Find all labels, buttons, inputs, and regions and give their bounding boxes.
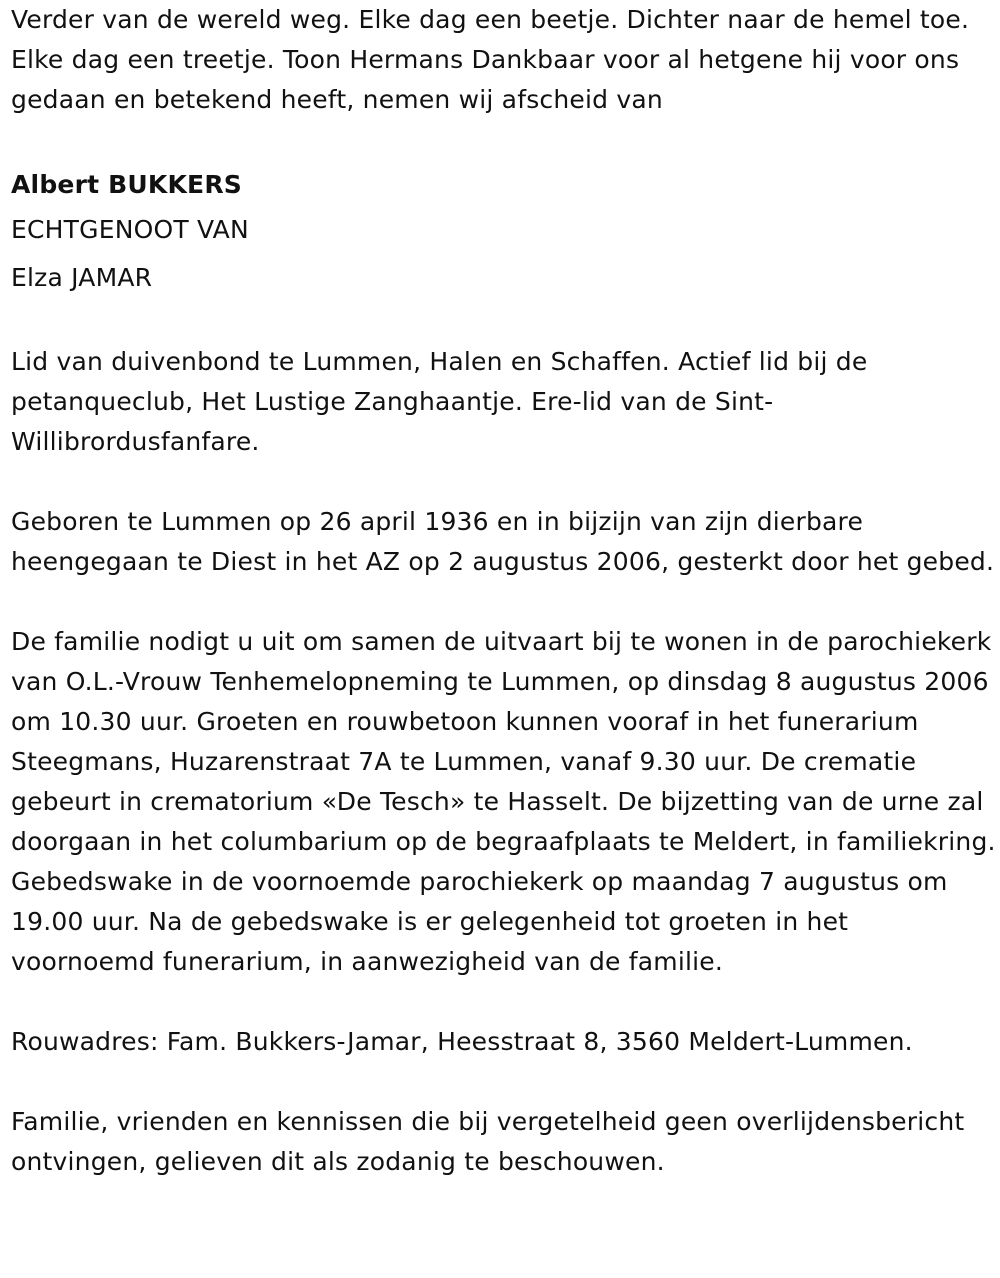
address-paragraph: Rouwadres: Fam. Bukkers-Jamar, Heesstraat 8, 3560 Meldert-Lummen. [11,1027,913,1056]
birth-death-paragraph: Geboren te Lummen op 26 april 1936 en in bijzijn van zijn dierbare heengegaan te Diest in het AZ op 2 augustus 2006, gesterkt door het gebed. [11,507,995,576]
memberships-paragraph: Lid van duivenbond te Lummen, Halen en Schaffen. Actief lid bij de petanqueclub, Het Lustige Zanghaantje. Ere-lid van de Sint-Willibrordusfanfare. [11,347,868,456]
funeral-paragraph: De familie nodigt u uit om samen de uitvaart bij te wonen in de parochiekerk van O.L.-Vrouw Tenhemelopneming te Lummen, op dinsdag 8 augustus 2006 om 10.30 uur. Groeten en rouwbetoon kunnen vooraf in het funerarium Steegmans, Huzarenstraat 7A te Lummen, vanaf 9.30 uur. De crematie gebeurt in crematorium «De Tesch» te Hasselt. De bijzetting van de urne zal doorgaan in het columbarium op de begraafplaats te Meldert, in familiekring. Gebedswake in de voornoemde parochiekerk op maandag 7 augustus om 19.00 uur. Na de gebedswake is er gelegenheid tot groeten in het voornoemd funerarium, in aanwezigheid van de familie. [11,627,996,976]
spouse-label: ECHTGENOOT VAN [11,215,249,244]
deceased-name: Albert BUKKERS [11,170,242,199]
closing-paragraph: Familie, vrienden en kennissen die bij vergetelheid geen overlijdensbericht ontvingen, gelieven dit als zodanig te beschouwen. [11,1107,965,1176]
intro-paragraph: Verder van de wereld weg. Elke dag een beetje. Dichter naar de hemel toe. Elke dag een treetje. Toon Hermans Dankbaar voor al hetgene hij voor ons gedaan en betekend heeft, nemen wij afscheid van [11,5,970,114]
spouse-name: Elza JAMAR [11,263,153,292]
obituary-document [11,0,996,1182]
